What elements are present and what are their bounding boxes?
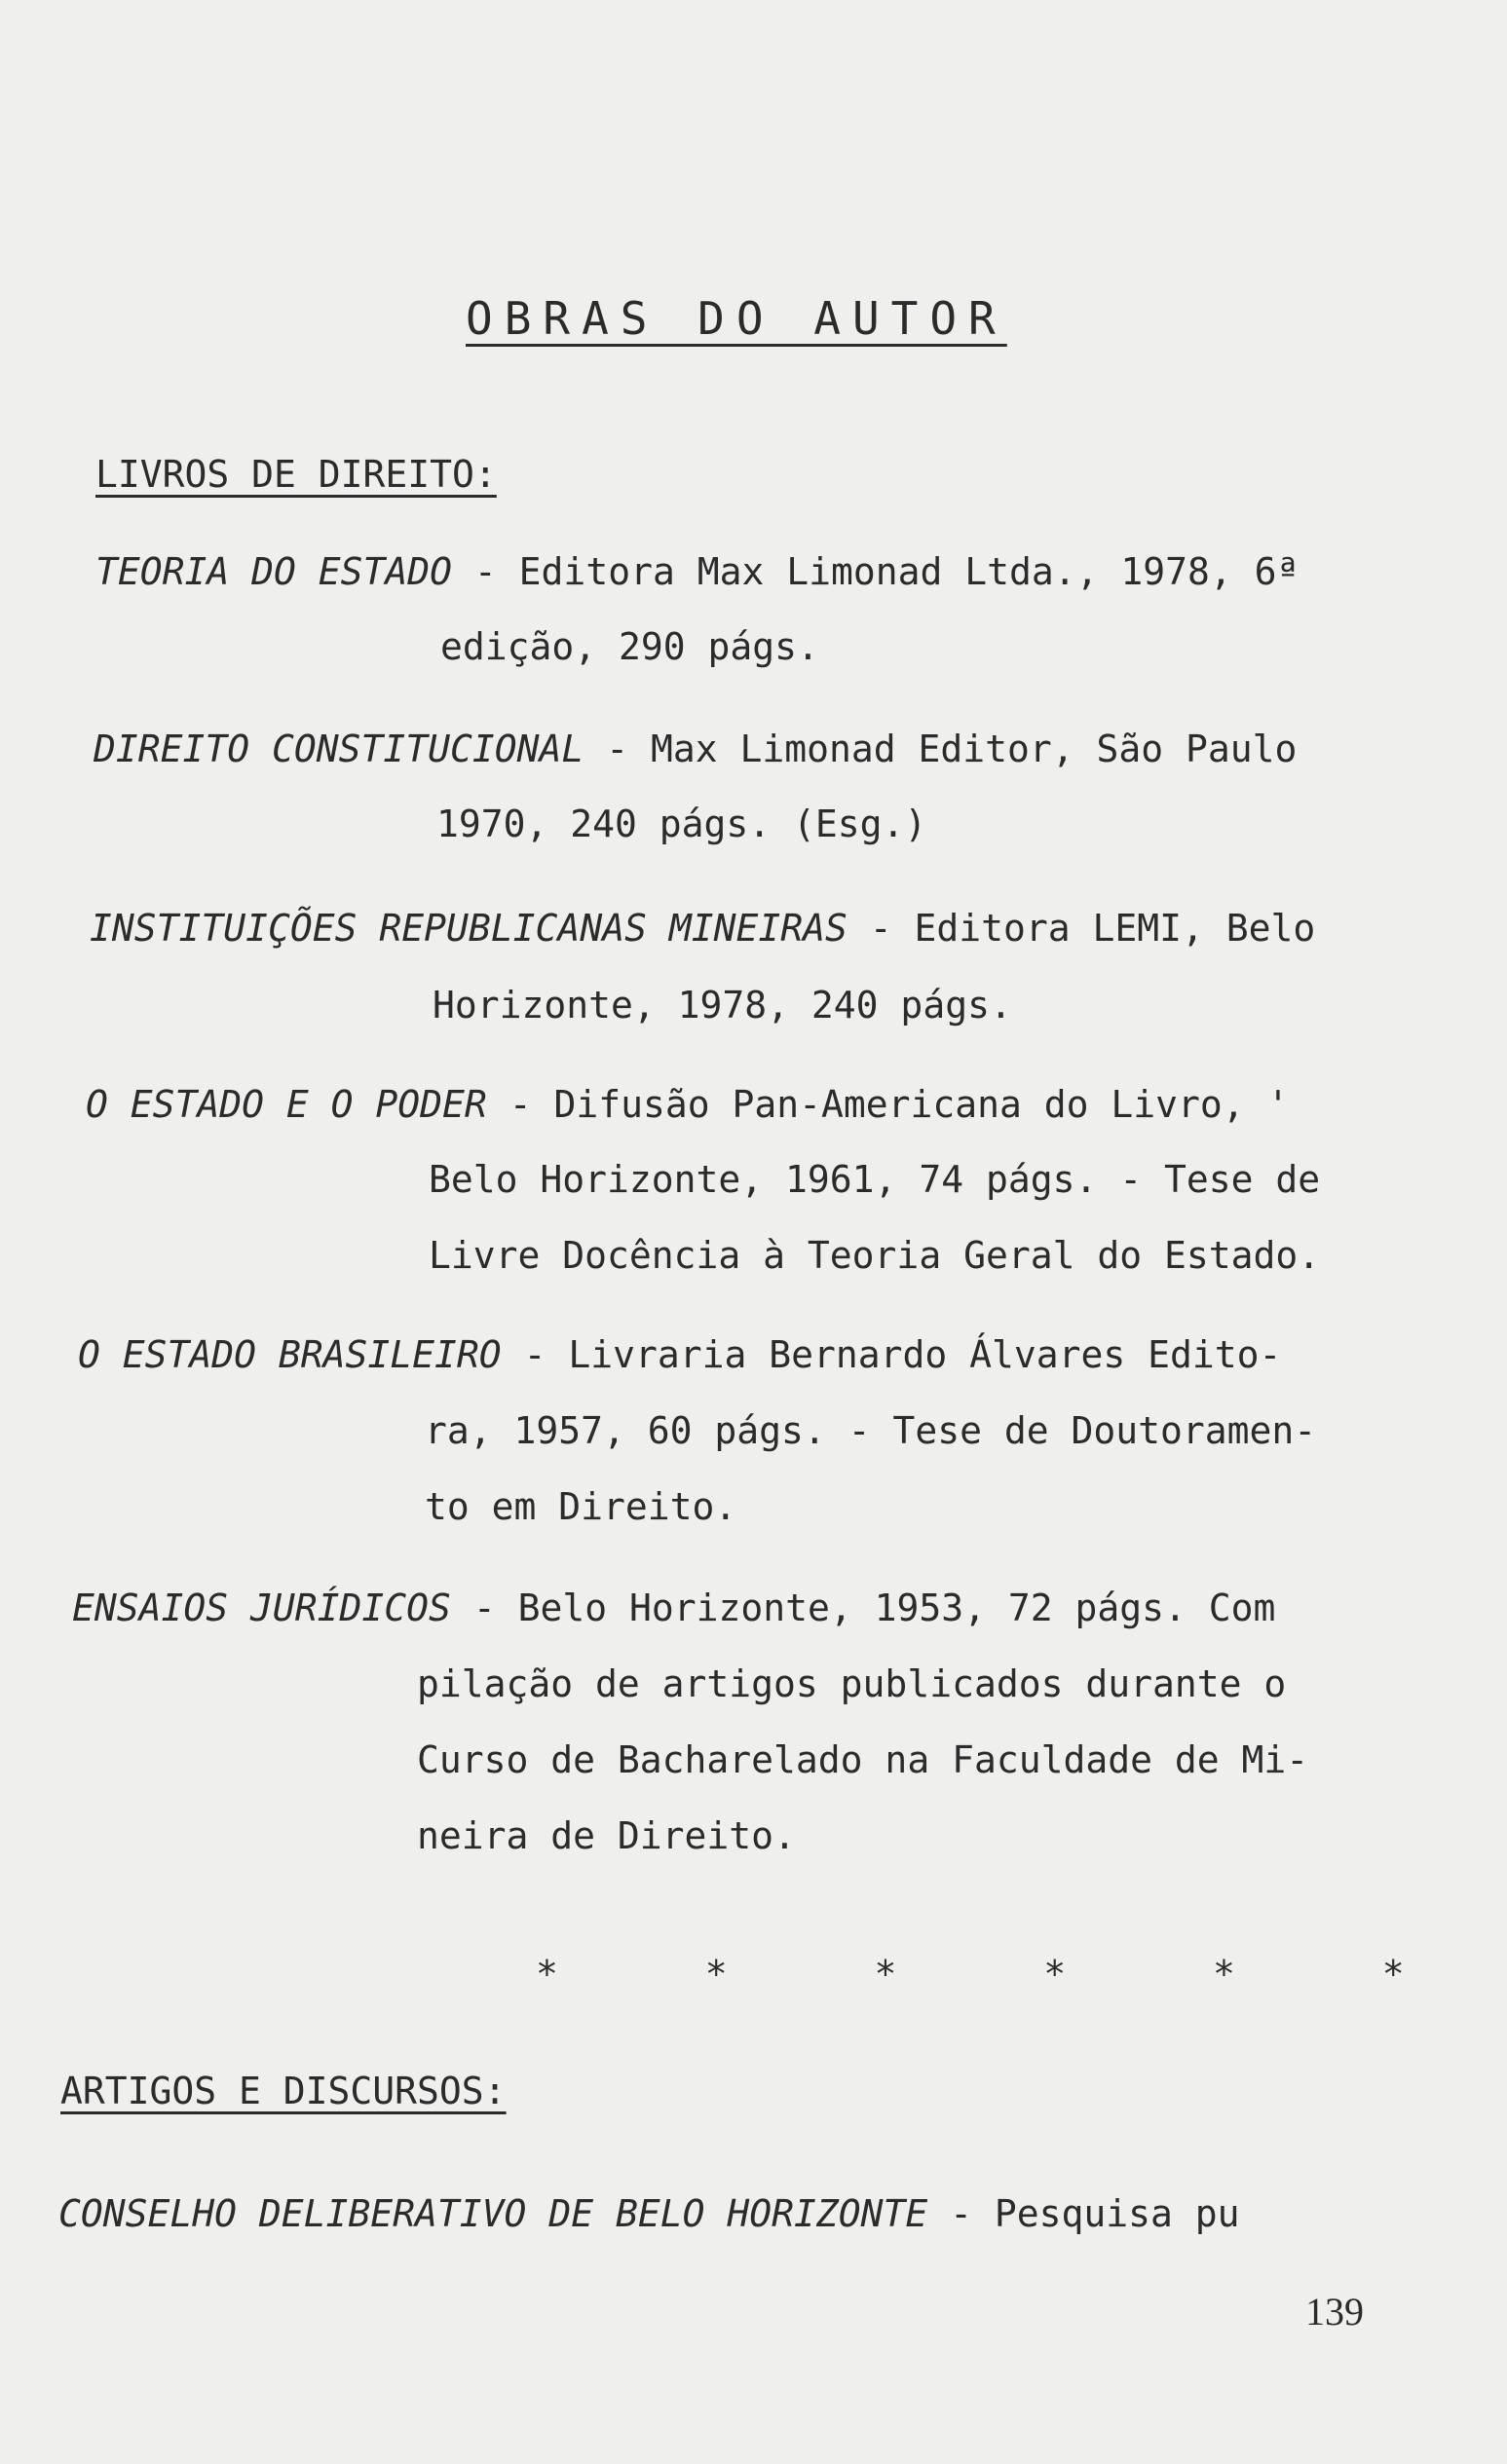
section-heading-livros: LIVROS DE DIREITO: — [95, 453, 497, 496]
entry-text: - Editora Max Limonad Ltda., 1978, 6ª — [452, 550, 1300, 593]
entry-ensaios-line-1 — [72, 1587, 1276, 1629]
entry-ensaios-line-4: neira de Direito. — [417, 1814, 796, 1857]
entry-text: - Difusão Pan-Americana do Livro, ' — [486, 1083, 1290, 1126]
entry-text: - Belo Horizonte, 1953, 72 págs. Com — [450, 1587, 1276, 1629]
entry-instituicoes-line-1 — [90, 907, 1316, 950]
entry-teoria-line-1 — [95, 550, 1300, 593]
entry-direito-line-2: 1970, 240 págs. (Esg.) — [436, 803, 927, 845]
work-title: DIREITO CONSTITUCIONAL — [94, 728, 584, 770]
entry-text: - Max Limonad Editor, São Paulo — [584, 728, 1298, 770]
work-title: CONSELHO DELIBERATIVO DE BELO HORIZONTE — [58, 2192, 928, 2235]
work-title: INSTITUIÇÕES REPUBLICANAS MINEIRAS — [90, 907, 848, 950]
entry-ensaios-line-3: Curso de Bacharelado na Faculdade de Mi- — [417, 1738, 1309, 1781]
section-heading-artigos: ARTIGOS E DISCURSOS: — [60, 2070, 507, 2112]
page-number: 139 — [1305, 2290, 1364, 2333]
entry-conselho-line-1 — [58, 2192, 1240, 2235]
entry-text: - Editora LEMI, Belo — [847, 907, 1316, 950]
entry-estado-brasileiro-line-3: to em Direito. — [425, 1485, 737, 1528]
entry-estado-brasileiro-line-1 — [78, 1333, 1282, 1376]
entry-teoria-line-2: edição, 290 págs. — [440, 625, 819, 668]
entry-text: - Pesquisa pu — [927, 2192, 1240, 2235]
page-title: OBRAS DO AUTOR — [466, 292, 1007, 345]
entry-estado-poder-line-1 — [86, 1083, 1290, 1126]
entry-estado-poder-line-2: Belo Horizonte, 1961, 74 págs. - Tese de — [429, 1158, 1321, 1201]
entry-ensaios-line-2: pilação de artigos publicados durante o — [417, 1662, 1287, 1705]
entry-direito-line-1 — [94, 728, 1298, 770]
entry-estado-brasileiro-line-2: ra, 1957, 60 págs. - Tese de Doutoramen- — [425, 1409, 1317, 1452]
work-title: O ESTADO E O PODER — [86, 1083, 487, 1126]
entry-text: - Livraria Bernardo Álvares Edito- — [501, 1333, 1282, 1376]
section-separator: * * * * * * — [536, 1953, 1467, 1996]
work-title: O ESTADO BRASILEIRO — [78, 1333, 502, 1376]
work-title: TEORIA DO ESTADO — [95, 550, 453, 593]
work-title: ENSAIOS JURÍDICOS — [72, 1587, 451, 1629]
entry-estado-poder-line-3: Livre Docência à Teoria Geral do Estado. — [429, 1234, 1321, 1277]
entry-instituicoes-line-2: Horizonte, 1978, 240 págs. — [433, 984, 1012, 1027]
